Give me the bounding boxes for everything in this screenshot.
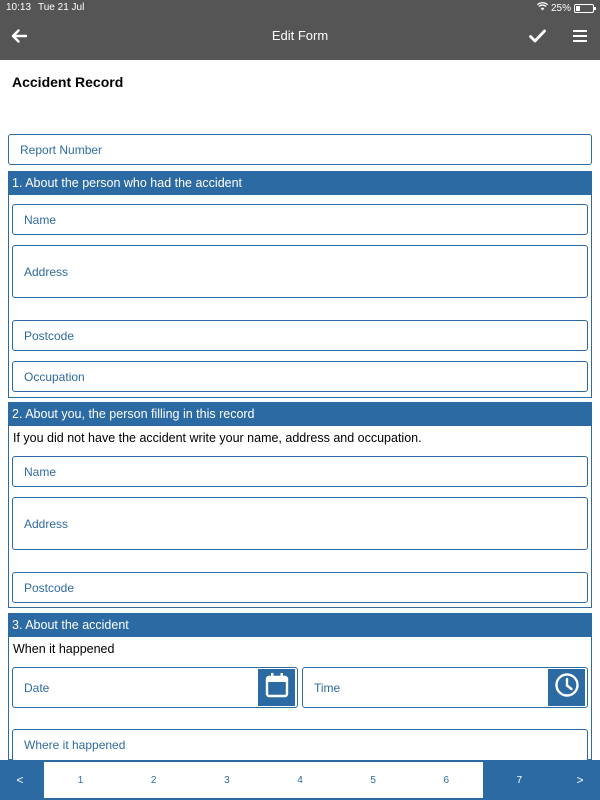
section-2-postcode-field[interactable] [12,572,588,603]
section-1-occupation-field[interactable] [12,361,588,392]
save-button[interactable] [523,24,551,52]
section-2-name-label: Name [24,465,57,479]
page-navigator [0,760,600,800]
section-1-header: 1. About the person who had the accident [8,171,592,195]
calendar-icon [265,672,289,703]
date-label: Date [24,681,50,695]
section-2-address-label: Address [24,517,69,531]
page-1[interactable]: 1 [77,774,84,786]
page-4[interactable]: 4 [297,774,303,786]
section-3-when-label: When it happened [13,642,115,656]
battery-percent: 25% [550,2,571,14]
status-bar [0,0,600,16]
page-2[interactable]: 2 [150,774,157,786]
prev-page-button[interactable]: < [16,773,24,787]
page-list [44,762,556,798]
clock-icon [554,672,580,703]
section-3-header: 3. About the accident [8,613,592,637]
nav-bar [0,16,600,60]
where-label: Where it happened [24,738,126,752]
nav-title: Edit Form [271,28,329,43]
date-picker-button[interactable] [258,669,295,706]
status-time: 10:13 [6,2,32,13]
report-number-field[interactable] [8,134,592,165]
section-2-postcode-label: Postcode [24,581,75,595]
section-1-postcode-label: Postcode [24,329,75,343]
menu-icon [572,29,588,48]
section-1-name-label: Name [24,213,57,227]
menu-button[interactable] [566,24,594,52]
checkmark-icon [529,29,546,48]
report-number-label: Report Number [20,143,103,157]
page-6[interactable]: 6 [443,774,450,786]
section-2-header: 2. About you, the person filling in this record [8,402,592,426]
status-date: Tue 21 Jul [38,2,85,13]
page-title: Accident Record [12,74,124,90]
time-field[interactable] [302,667,588,708]
section-1-address-label: Address [24,265,69,279]
section-2-note: If you did not have the accident write your name, address and occupation. [13,431,422,445]
time-picker-button[interactable] [548,669,585,706]
page-5[interactable]: 5 [370,774,376,786]
page-3[interactable]: 3 [224,774,230,786]
battery-icon [574,4,594,13]
status-right [537,2,594,14]
section-2-address-field[interactable] [12,497,588,550]
time-label: Time [314,681,341,695]
next-page-button[interactable]: > [576,773,584,787]
page-7[interactable]: 7 [483,762,556,798]
section-2-name-field[interactable] [12,456,588,487]
section-1-address-field[interactable] [12,245,588,298]
wifi-icon [537,2,548,14]
date-field[interactable] [12,667,298,708]
section-1-name-field[interactable] [12,204,588,235]
section-1-postcode-field[interactable] [12,320,588,351]
section-1-occupation-label: Occupation [24,370,85,384]
